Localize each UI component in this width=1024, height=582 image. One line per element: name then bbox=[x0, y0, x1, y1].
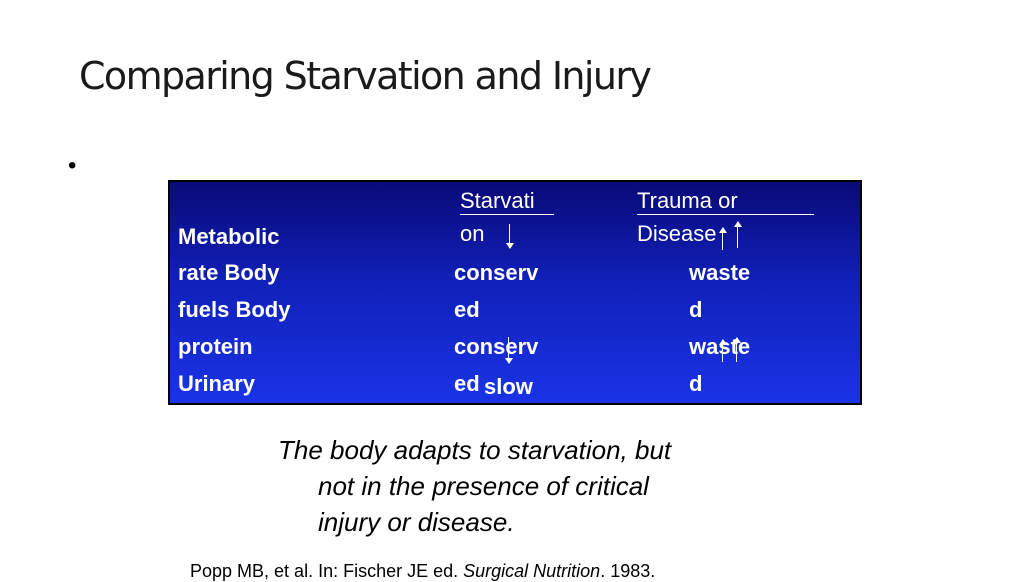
header-trauma-line1: Trauma or bbox=[637, 188, 814, 215]
up-arrow-icon bbox=[736, 338, 737, 362]
trauma-value: waste bbox=[689, 334, 751, 359]
header-starvation-line1: Starvati bbox=[460, 188, 554, 215]
starvation-value: conserv bbox=[454, 260, 539, 285]
summary-note bbox=[278, 432, 671, 540]
starvation-value: ed bbox=[454, 297, 480, 322]
up-arrow-icon bbox=[722, 340, 723, 362]
up-arrow-icon bbox=[722, 228, 723, 250]
trauma-value: waste bbox=[689, 260, 751, 285]
row-label-rate-body: rate Body bbox=[178, 260, 280, 285]
note-line: not in the presence of critical bbox=[318, 471, 649, 501]
starvation-value: ed bbox=[454, 371, 480, 396]
up-arrow-icon bbox=[737, 222, 738, 248]
note-line: injury or disease. bbox=[318, 507, 515, 537]
starvation-value: conserv bbox=[454, 334, 539, 359]
citation-prefix: Popp MB, et al. In: Fischer JE ed. bbox=[190, 561, 464, 581]
citation-suffix: . 1983. bbox=[600, 561, 656, 581]
row-label-metabolic: Metabolic bbox=[178, 224, 280, 249]
empty-bullet: • bbox=[68, 152, 77, 179]
citation-book-title: Surgical Nutrition bbox=[463, 561, 601, 581]
row-label-fuels-body: fuels Body bbox=[178, 297, 291, 322]
row-label-urinary: Urinary bbox=[178, 371, 256, 396]
down-arrow-icon bbox=[508, 337, 509, 363]
row-label-protein: protein bbox=[178, 334, 253, 359]
header-starvation-line2: on bbox=[460, 221, 485, 246]
note-line: The body adapts to starvation, but bbox=[278, 435, 672, 465]
slide-title: Comparing Starvation and Injury bbox=[79, 54, 651, 98]
down-arrow-icon bbox=[509, 224, 510, 248]
comparison-table bbox=[168, 180, 862, 405]
trauma-value: d bbox=[689, 297, 703, 322]
trauma-value: d bbox=[689, 371, 703, 396]
header-trauma-line2: Disease bbox=[637, 221, 717, 246]
starvation-slow-label: slow bbox=[484, 374, 533, 399]
citation bbox=[190, 561, 655, 582]
